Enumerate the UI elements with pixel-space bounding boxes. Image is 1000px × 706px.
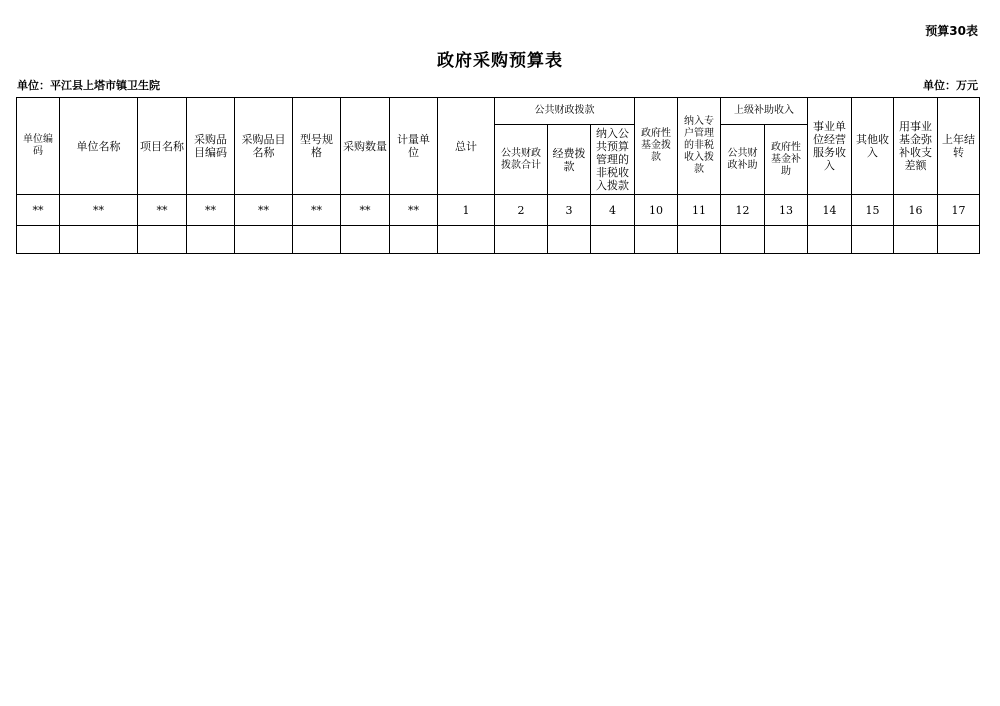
table-cell: **: [17, 195, 60, 226]
header-other-income: 其他收入: [852, 98, 894, 195]
table-cell: 14: [808, 195, 852, 226]
table-cell: [495, 226, 548, 254]
table-cell: [721, 226, 765, 254]
header-measure-unit: 计量单位: [390, 98, 438, 195]
header-gov-fund: 政府性基金拨款: [635, 98, 678, 195]
header-business-income: 事业单位经营服务收入: [808, 98, 852, 195]
table-cell: **: [293, 195, 341, 226]
table-cell: 16: [894, 195, 938, 226]
table-cell: **: [341, 195, 390, 226]
table-cell: [894, 226, 938, 254]
table-cell: [591, 226, 635, 254]
table-cell: 11: [678, 195, 721, 226]
table-cell: [808, 226, 852, 254]
header-public-finance-total: 公共财政拨款合计: [495, 125, 548, 195]
table-cell: [138, 226, 187, 254]
header-item-code: 采购品目编码: [187, 98, 235, 195]
table-cell: [390, 226, 438, 254]
table-cell: [548, 226, 591, 254]
table-cell: **: [138, 195, 187, 226]
table-cell: 10: [635, 195, 678, 226]
table-cell: 12: [721, 195, 765, 226]
header-public-finance-group: 公共财政拨款: [495, 98, 635, 125]
table-cell: [438, 226, 495, 254]
procurement-budget-table: [16, 97, 980, 254]
table-cell: [293, 226, 341, 254]
table-cell: [852, 226, 894, 254]
table-cell: [938, 226, 980, 254]
header-carryover: 上年结转: [938, 98, 980, 195]
table-cell: **: [390, 195, 438, 226]
header-quantity: 采购数量: [341, 98, 390, 195]
header-fund-supplement: 用事业基金弥补收支差额: [894, 98, 938, 195]
table-cell: **: [187, 195, 235, 226]
table-number-label: 预算30表: [925, 24, 978, 38]
table-cell: [341, 226, 390, 254]
header-funds: 经费拨款: [548, 125, 591, 195]
header-item-name: 采购品目名称: [235, 98, 293, 195]
table-cell: [235, 226, 293, 254]
table-row: [17, 195, 980, 226]
table-cell: [635, 226, 678, 254]
currency-unit-label: 单位：万元: [923, 79, 978, 92]
header-superior-group: 上级补助收入: [721, 98, 808, 125]
table-cell: [60, 226, 138, 254]
table-cell: 3: [548, 195, 591, 226]
table-cell: [187, 226, 235, 254]
header-nontax-budget: 纳入公共预算管理的非税收入拨款: [591, 125, 635, 195]
table-cell: [678, 226, 721, 254]
table-cell: 4: [591, 195, 635, 226]
header-project-name: 项目名称: [138, 98, 187, 195]
table-cell: 1: [438, 195, 495, 226]
table-cell: **: [235, 195, 293, 226]
table-row: [17, 226, 980, 254]
header-special-account: 纳入专户管理的非税收入拨款: [678, 98, 721, 195]
table-cell: 15: [852, 195, 894, 226]
table-cell: 13: [765, 195, 808, 226]
header-spec: 型号规格: [293, 98, 341, 195]
table-cell: 2: [495, 195, 548, 226]
table-cell: **: [60, 195, 138, 226]
table-cell: [765, 226, 808, 254]
reporting-unit-label: 单位：平江县上塔市镇卫生院: [17, 79, 160, 92]
page-title: 政府采购预算表: [437, 51, 563, 71]
table-cell: 17: [938, 195, 980, 226]
header-superior-gov-fund: 政府性基金补助: [765, 125, 808, 195]
header-unit-code: 单位编码: [17, 98, 60, 195]
header-unit-name: 单位名称: [60, 98, 138, 195]
header-superior-public: 公共财政补助: [721, 125, 765, 195]
header-total: 总计: [438, 98, 495, 195]
table-cell: [17, 226, 60, 254]
